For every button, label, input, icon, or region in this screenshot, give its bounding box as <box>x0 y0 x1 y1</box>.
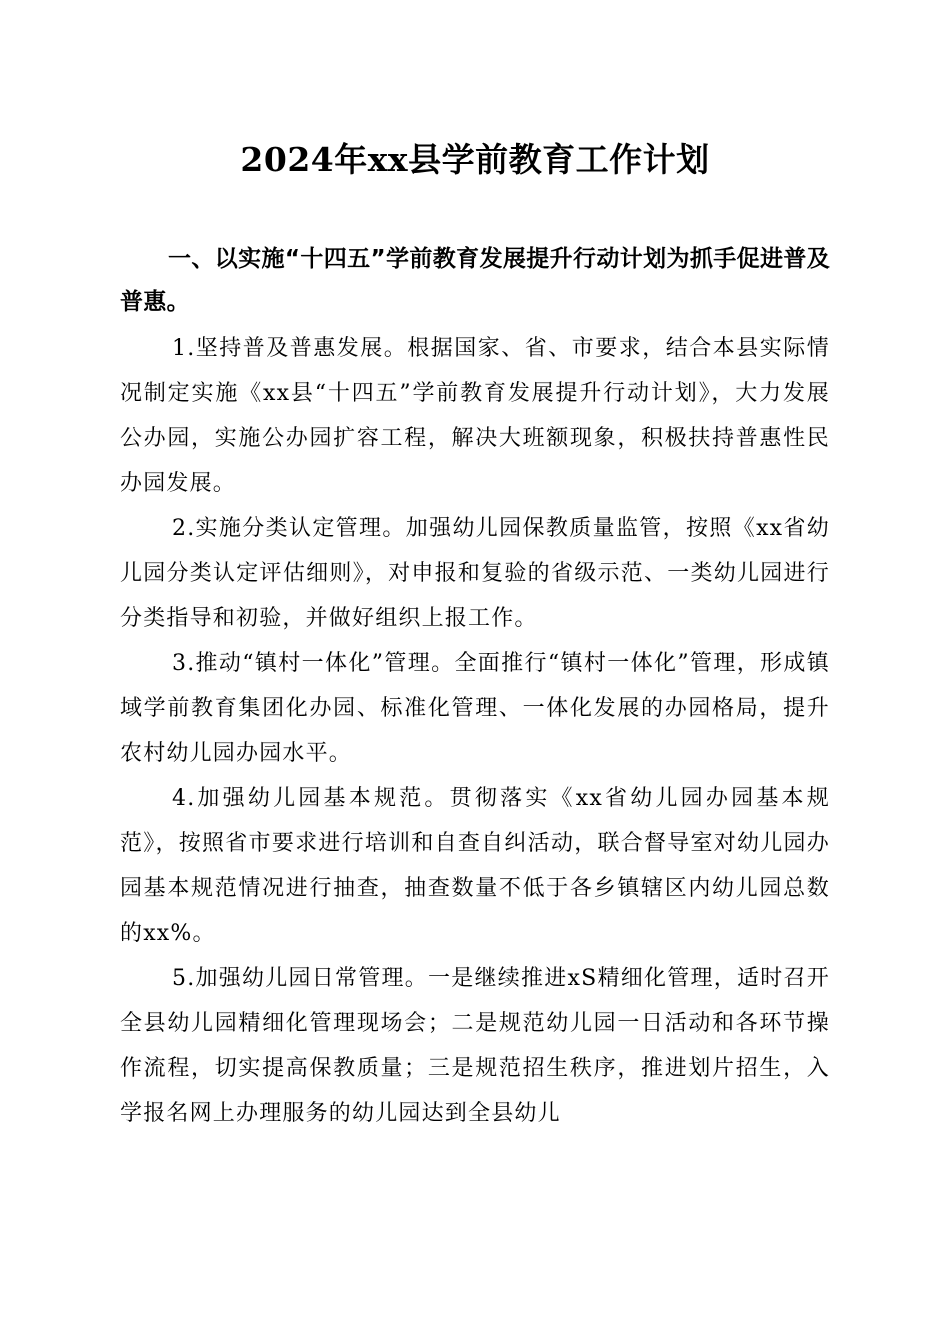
paragraph-item-1: 1.坚持普及普惠发展。根据国家、省、市要求，结合本县实际情况制定实施《xx县“十四五”学前教育发展提升行动计划》，大力发展公办园，实施公办园扩容工程，解决大班额现象，积极扶持普惠性民办园发展。 <box>120 336 830 496</box>
document-body <box>120 238 830 1136</box>
section-heading: 一、以实施“十四五”学前教育发展提升行动计划为抓手促进普及普惠。 <box>120 246 830 315</box>
paragraph-item-5: 5.加强幼儿园日常管理。一是继续推进xS精细化管理，适时召开全县幼儿园精细化管理现场会；二是规范幼儿园一日活动和各环节操作流程，切实提高保教质量；三是规范招生秩序，推进划片招生，入学报名网上办理服务的幼儿园达到全县幼儿 <box>120 966 830 1126</box>
paragraph-item-3: 3.推动“镇村一体化”管理。全面推行“镇村一体化”管理，形成镇域学前教育集团化办园、标准化管理、一体化发展的办园格局，提升农村幼儿园办园水平。 <box>120 651 830 766</box>
document-title: 2024年xx县学前教育工作计划 <box>240 140 710 179</box>
paragraph-item-4: 4.加强幼儿园基本规范。贯彻落实《xx省幼儿园办园基本规范》，按照省市要求进行培训和自查自纠活动，联合督导室对幼儿园办园基本规范情况进行抽查，抽查数量不低于各乡镇辖区内幼儿园总数的xx%。 <box>120 786 830 946</box>
paragraph-item-2: 2.实施分类认定管理。加强幼儿园保教质量监管，按照《xx省幼儿园分类认定评估细则》，对申报和复验的省级示范、一类幼儿园进行分类指导和初验，并做好组织上报工作。 <box>120 516 830 631</box>
